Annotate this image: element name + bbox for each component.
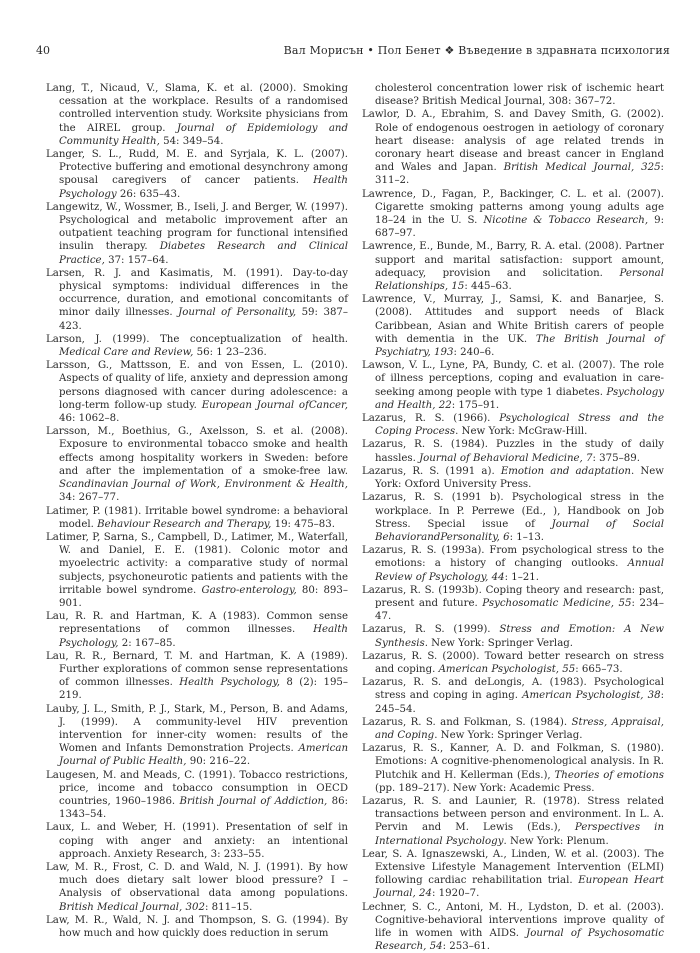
reference-text: Langewitz, W., Wossmer, B., Iseli, J. and Berger, W. (1997). Psychological and metabolic improvement after an outpatient teaching program for functional intensified insulin therapy. [46, 201, 348, 253]
reference-column-right [362, 82, 664, 953]
reference-pages: : 375–89. [592, 452, 640, 464]
reference-entry [362, 438, 664, 464]
reference-source: The British Journal of Psychiatry, 193 [375, 333, 664, 359]
reference-entry [362, 188, 664, 241]
reference-text: Lazarus, R. S. (1999). [362, 624, 500, 636]
reference-entry [362, 716, 664, 742]
reference-source: Annual Review of Psychology, 44 [375, 558, 664, 583]
running-title: Вал Морисън • Пол Бенет ❖ Въведение в здравната психология [283, 44, 670, 57]
reference-source: Scandinavian Journal of Work, Environment & Health, [59, 479, 348, 491]
reference-entry [46, 359, 348, 425]
reference-text: Lazarus, R. S. and deLongis, A. (1983). Psychological stress and coping in aging. [362, 677, 664, 702]
reference-pages: 54: 349–54. [159, 135, 224, 147]
reference-source: Theories of emotions [554, 769, 665, 781]
reference-pages: : 665–73. [575, 663, 623, 675]
reference-text: Lazarus, R. S. (1993a). From psychological stress to the emotions: a history of changing outlooks. [362, 545, 664, 570]
reference-entry [362, 359, 664, 412]
reference-pages: . New York: Springer Verlag. [434, 729, 583, 741]
reference-text: Lawlor, D. A., Ebrahim, S. and Davey Smith, G. (2002). Role of endogenous oestrogen in aetiology of coronary heart disease: analysis of age related trends in coronary heart disease and breast cancer in England and Wales and Japan. [362, 109, 664, 174]
reference-pages: : 245–54. [375, 690, 664, 715]
reference-text: Larsen, R. J. and Kasimatis, M. (1991). Day-to-day physical symptoms: individual differences in the occurrence, duration, and emotional concomitants of minor daily illnesses. [46, 267, 348, 319]
reference-entry [362, 412, 664, 438]
reference-text: cholesterol concentration lower risk of ischemic heart disease? British Medical Journal, 308: 367–72. [375, 83, 664, 108]
reference-pages: (pp. 189–217). New York: Academic Press. [375, 782, 595, 794]
reference-source: Diabetes Research and Clinical Practice, [59, 241, 349, 266]
reference-text: Lang, T., Nicaud, V., Slama, K. et al. (2000). Smoking cessation at the workplace. Results of a randomised controlled intervention study. Worksite physicians from the AIREL group. [46, 83, 348, 134]
reference-text: Larsson, G., Mattsson, E. and von Essen, L. (2010). Aspects of quality of life, anxiety and depression among persons diagnosed with cancer during adolescence: a long-term follow-up study. [46, 360, 348, 411]
reference-text: Lawson, V. L., Lyne, PA, Bundy, C. et al. (2007). The role of illness perceptions, coping and evaluation in care-seeking among people with type 1 diabetes. [362, 360, 664, 398]
reference-column-left [46, 82, 348, 940]
reference-text: Laux, L. and Weber, H. (1991). Presentation of self in coping with anger and anxiety: an intentional approach. Anxiety Research, 3: 233–55. [46, 822, 348, 860]
reference-text: Law, M. R., Frost, C. D. and Wald, N. J. (1991). By how much does dietary salt lower blood pressure? I – Analysis of observational data among populations. [46, 861, 348, 900]
reference-text: Lazarus, R. S. (1984). Puzzles in the study of daily hassles. [362, 439, 664, 464]
reference-entry [46, 201, 348, 267]
reference-text: Lawrence, V., Murray, J., Samsi, K. and Banarjee, S. (2008). Attitudes and support needs of Black Caribbean, Asian and White British carers of people with dementia in the UK. [362, 294, 664, 345]
reference-source: Perspectives in International Psychology [375, 822, 665, 847]
reference-entry [46, 703, 348, 769]
reference-pages: : 234–47. [375, 597, 665, 623]
reference-entry [362, 293, 664, 359]
reference-entry [362, 544, 664, 584]
page-header [36, 44, 670, 62]
reference-pages: 8 (2): 195–219. [59, 677, 348, 702]
reference-entry [46, 650, 348, 703]
reference-entry [46, 610, 348, 650]
reference-entry [46, 425, 348, 504]
reference-source: European Journal ofCancer, [201, 399, 348, 411]
reference-entry [46, 769, 348, 822]
reference-text: Lechner, S. C., Antoni, M. H., Lydston, D. et al. (2003). Cognitive-behavioral interventions improve quality of life in women with AIDS. [362, 901, 664, 939]
reference-entry [362, 465, 664, 491]
reference-source: Journal of Behavioral Medicine, 7 [419, 452, 593, 464]
reference-text: Lazarus, R. S. and Launier, R. (1978). Stress related transactions between person and environment. In L. A. Pervin and M. Lewis (Eds.), [362, 795, 664, 834]
reference-pages: 80: 893–901. [59, 584, 348, 609]
reference-entry [362, 901, 664, 953]
reference-source: Medical Care and Review, [59, 347, 194, 359]
reference-entry [46, 267, 348, 333]
reference-text: Lazarus, R. S. (2000). Toward better research on stress and coping. [362, 650, 664, 675]
reference-source: Nicotine & Tobacco Research, [483, 215, 649, 227]
reference-source: American Journal of Public Health, [59, 743, 348, 768]
reference-pages: : 811–15. [204, 901, 253, 913]
reference-text: Lazarus, R. S. (1991 b). Psychological stress in the workplace. In P. Perrewe (Ed., ), Handbook on Job Stress. Special issue of [362, 492, 664, 530]
reference-text: Lazarus, R. S. (1991 a). [362, 465, 501, 477]
reference-entry [362, 676, 664, 716]
reference-source: Psychology and Health, 22 [375, 386, 664, 411]
reference-entry [46, 821, 348, 861]
reference-entry [362, 795, 664, 848]
reference-source: Personal Relationships, 15 [375, 267, 664, 293]
reference-text: Larson, J. (1999). The conceptualization of health. [46, 333, 348, 345]
reference-text: Lear, S. A. Ignaszewski, A., Linden, W. et al. (2003). The Extensive Lifestyle Management Intervention (ELMI) following cardiac rehabilitation trial. [362, 848, 664, 887]
reference-source: Health Psychology, [59, 624, 348, 649]
reference-source: Health Psychology, [179, 677, 280, 689]
reference-text: Latimer, P, Sarna, S., Campbell, D., Latimer, M., Waterfall, W. and Daniel, E. E. (1981). Colonic motor and myoelectric activity: a comparative study of normal subjects, psychoneurotic patients and patients with the irritable bowel syndrome. [46, 531, 348, 596]
reference-entry [46, 333, 348, 359]
reference-entry [46, 82, 348, 148]
reference-source: Psychosomatic Medicine, 55 [482, 597, 632, 609]
reference-pages: 56: 1 23–236. [193, 347, 267, 359]
reference-pages: 46: 1062–8. [59, 413, 120, 425]
reference-source: Stress and Emotion: A New Synthesis [375, 624, 664, 649]
reference-entry [362, 108, 664, 187]
reference-text: Law, M. R., Wald, N. J. and Thompson, S. G. (1994). By how much and how quickly does reduction in serum [46, 914, 348, 939]
reference-text: Lazarus, R. S., Kanner, A. D. and Folkman, S. (1980). Emotions: A cognitive-phenomenological analysis. In R. Plutchik and H. Kellerman (Eds.), [362, 743, 664, 781]
reference-entry [362, 650, 664, 676]
reference-pages: 9: 687–97. [375, 215, 665, 240]
reference-entry [362, 82, 664, 108]
reference-entry [362, 584, 664, 624]
reference-source: British Medical Journal, 325 [503, 162, 661, 174]
reference-text: Lau, R. R., Bernard, T. M. and Hartman, K. A (1989). Further explorations of common sense representations of common illnesses. [46, 650, 348, 689]
reference-entry [362, 240, 664, 293]
reference-entry [362, 623, 664, 649]
reference-pages: 19: 475–83. [271, 518, 335, 530]
reference-pages: 59: 387–423. [59, 307, 348, 332]
reference-pages: . New York: Oxford University Press. [375, 465, 664, 491]
reference-source: Journal of Social BehaviorandPersonality, 6 [375, 518, 664, 543]
reference-pages: 26: 635–43. [116, 188, 181, 200]
reference-source: Emotion and adaptation [500, 465, 631, 477]
reference-text: Lazarus, R. S. and Folkman, S. (1984). [362, 716, 572, 728]
reference-source: Journal of Epidemiology and Community Health, [59, 122, 348, 147]
reference-text: Laugesen, M. and Meads, C. (1991). Tobacco restrictions, price, income and tobacco consumption in OECD countries, 1960–1986. [46, 769, 348, 807]
reference-entry [46, 505, 348, 531]
reference-pages: : 1–13. [509, 531, 545, 543]
reference-entry [46, 914, 348, 940]
reference-text: Lawrence, E., Bunde, M., Barry, R. A. etal. (2008). Partner support and marital satisfaction: support amount, adequacy, provision and solicitation. [362, 241, 664, 279]
reference-entry [362, 491, 664, 544]
reference-entry [46, 148, 348, 201]
reference-source: Psychological Stress and the Coping Process [375, 413, 664, 438]
reference-pages: . New York: Plenum. [503, 835, 609, 847]
reference-pages: . New York: McGraw-Hill. [455, 426, 588, 438]
reference-entry [46, 861, 348, 914]
page-number: 40 [36, 44, 50, 57]
reference-text: Lawrence, D., Fagan, P., Backinger, C. L. et al. (2007). Cigarette smoking patterns among young adults age 18–24 in the U. S. [362, 188, 664, 227]
reference-entry [362, 848, 664, 901]
reference-pages: : 311–2. [375, 162, 664, 187]
reference-pages: : 445–63. [464, 281, 512, 293]
reference-source: British Journal of Addiction, [179, 795, 328, 807]
reference-text: Lazarus, R. S. (1993b). Coping theory and research: past, present and future. [362, 584, 664, 609]
reference-source: Gastro-enterology, [201, 584, 297, 596]
reference-entry [46, 531, 348, 610]
reference-source: Behaviour Research and Therapy, [97, 518, 272, 530]
reference-source: Stress, Appraisal, and Coping [375, 716, 665, 741]
reference-pages: 2: 167–85. [118, 637, 176, 649]
reference-pages: 86: 1343–54. [59, 795, 349, 821]
reference-pages: 34: 267–77. [59, 492, 120, 504]
reference-pages: : 240–6. [453, 347, 495, 359]
reference-source: Journal of Personality, [178, 307, 297, 319]
reference-text: Langer, S. L., Rudd, M. E. and Syrjala, K. L. (2007). Protective buffering and emotional desynchrony among spousal caregivers of cancer patients. [46, 149, 348, 187]
reference-pages: 37: 157–64. [104, 254, 169, 266]
reference-pages: 90: 216–22. [186, 756, 251, 768]
reference-text: Lau, R. R. and Hartman, K. A (1983). Common sense representations of common illnesses. [46, 611, 348, 636]
reference-source: Journal of Psychosomatic Research, 54 [375, 928, 665, 953]
reference-text: Lazarus, R. S. (1966). [362, 413, 500, 425]
reference-entry [362, 742, 664, 795]
reference-source: European Heart Journal, 24 [375, 875, 664, 900]
reference-source: Health Psychology [59, 175, 348, 200]
reference-text: Lauby, J. L., Smith, P. J., Stark, M., Person, B. and Adams, J. (1999). A community-level HIV prevention intervention for inner-city women: results of the Women and Infants Demonstration Projects. [46, 703, 348, 755]
reference-source: American Psychologist, 55 [438, 663, 576, 675]
reference-pages: : 253–61. [442, 941, 491, 953]
reference-text: Latimer, P. (1981). Irritable bowel syndrome: a behavioral model. [46, 505, 348, 530]
reference-text: Larsson, M., Boethius, G., Axelsson, S. et al. (2008). Exposure to environmental tobacco smoke and health effects among hospitality workers in Sweden: before and after the implementation of a smoke-free law. [46, 426, 348, 477]
reference-pages: : 175–91. [451, 399, 500, 411]
reference-source: British Medical Journal, 302 [59, 901, 205, 913]
reference-pages: : 1–21. [504, 571, 540, 583]
reference-source: American Psychologist, 38 [522, 690, 661, 702]
reference-pages: . New York: Springer Verlag. [424, 637, 574, 649]
reference-pages: : 1920–7. [431, 888, 480, 900]
